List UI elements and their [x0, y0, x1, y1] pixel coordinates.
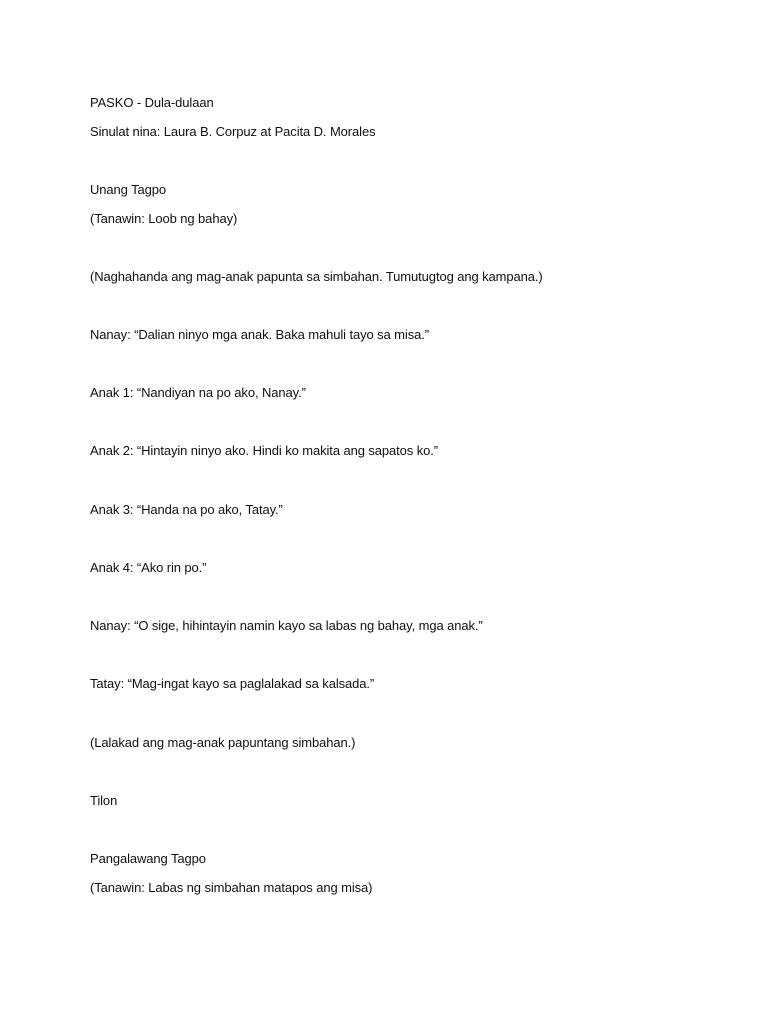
dialogue-line: Nanay: “O sige, hihintayin namin kayo sa labas ng bahay, mga anak.”	[90, 618, 483, 633]
scene2-heading: Pangalawang Tagpo	[90, 851, 206, 866]
dialogue-line: Anak 2: “Hintayin ninyo ako. Hindi ko makita ang sapatos ko.”	[90, 443, 438, 458]
closing-direction: (Lalakad ang mag-anak papuntang simbahan.)	[90, 735, 356, 750]
document-title: PASKO - Dula-dulaan	[90, 95, 214, 110]
scene2-setting: (Tanawin: Labas ng simbahan matapos ang misa)	[90, 880, 373, 895]
dialogue-line: Nanay: “Dalian ninyo mga anak. Baka mahuli tayo sa misa.”	[90, 327, 429, 342]
dialogue-line: Anak 1: “Nandiyan na po ako, Nanay.”	[90, 385, 306, 400]
scene1-heading: Unang Tagpo	[90, 182, 167, 197]
dialogue-line: Anak 4: “Ako rin po.”	[90, 560, 207, 575]
curtain-text: Tilon	[90, 793, 118, 808]
dialogue-line: Anak 3: “Handa na po ako, Tatay.”	[90, 502, 283, 517]
document-authors: Sinulat nina: Laura B. Corpuz at Pacita D. Morales	[90, 124, 376, 139]
scene1-setting: (Tanawin: Loob ng bahay)	[90, 211, 238, 226]
dialogue-line: Tatay: “Mag-ingat kayo sa paglalakad sa kalsada.”	[90, 676, 375, 691]
scene1-direction: (Naghahanda ang mag-anak papunta sa simbahan. Tumutugtog ang kampana.)	[90, 269, 543, 284]
